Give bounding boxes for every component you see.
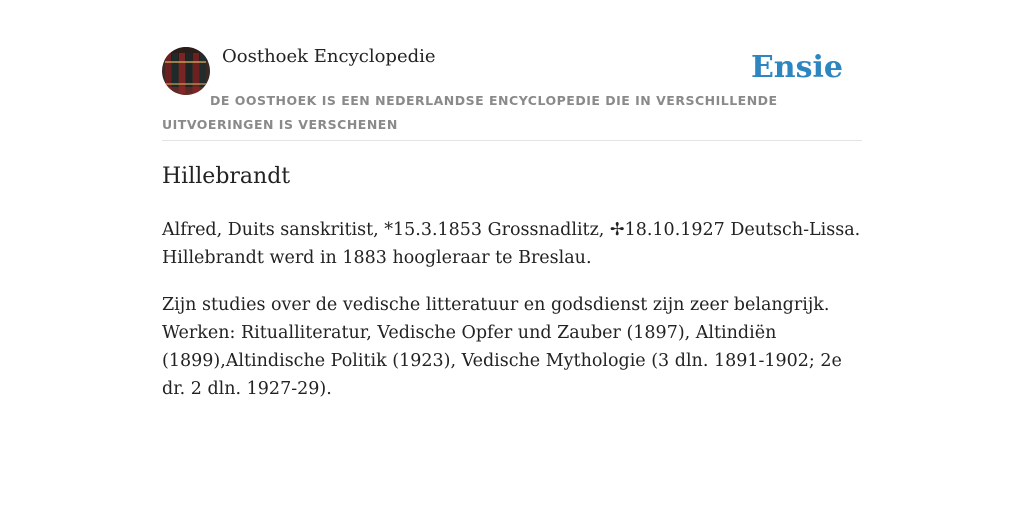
page-container [162,0,862,399]
article-paragraph: Zijn studies over de vedische litteratuur en godsdienst zijn zeer belangrijk. Werken: Ritualliteratur, Vedische Opfer und Zauber (1897), Altindiën (1899),Altindische Politik (1923), Vedische Mythologie (3 dln. 1891-1902; 2e dr. 2 dln. 1927-29). [162,295,842,399]
article-title: Hillebrandt [162,164,291,189]
site-tagline: DE OOSTHOEK IS EEN NEDERLANDSE ENCYCLOPEDIE DIE IN VERSCHILLENDE UITVOERINGEN IS VERSCHENEN [162,93,778,132]
encyclopedia-books-avatar[interactable] [162,47,210,95]
site-header [162,0,862,141]
article-paragraph: Alfred, Duits sanskritist, *15.3.1853 Grossnadlitz, ✢18.10.1927 Deutsch-Lissa. Hillebrandt werd in 1883 hoogleraar te Breslau. [162,220,861,268]
article-body [162,216,862,422]
site-name[interactable]: Oosthoek Encyclopedie [222,46,436,67]
ensie-logo-link[interactable]: Ensie [750,50,843,85]
